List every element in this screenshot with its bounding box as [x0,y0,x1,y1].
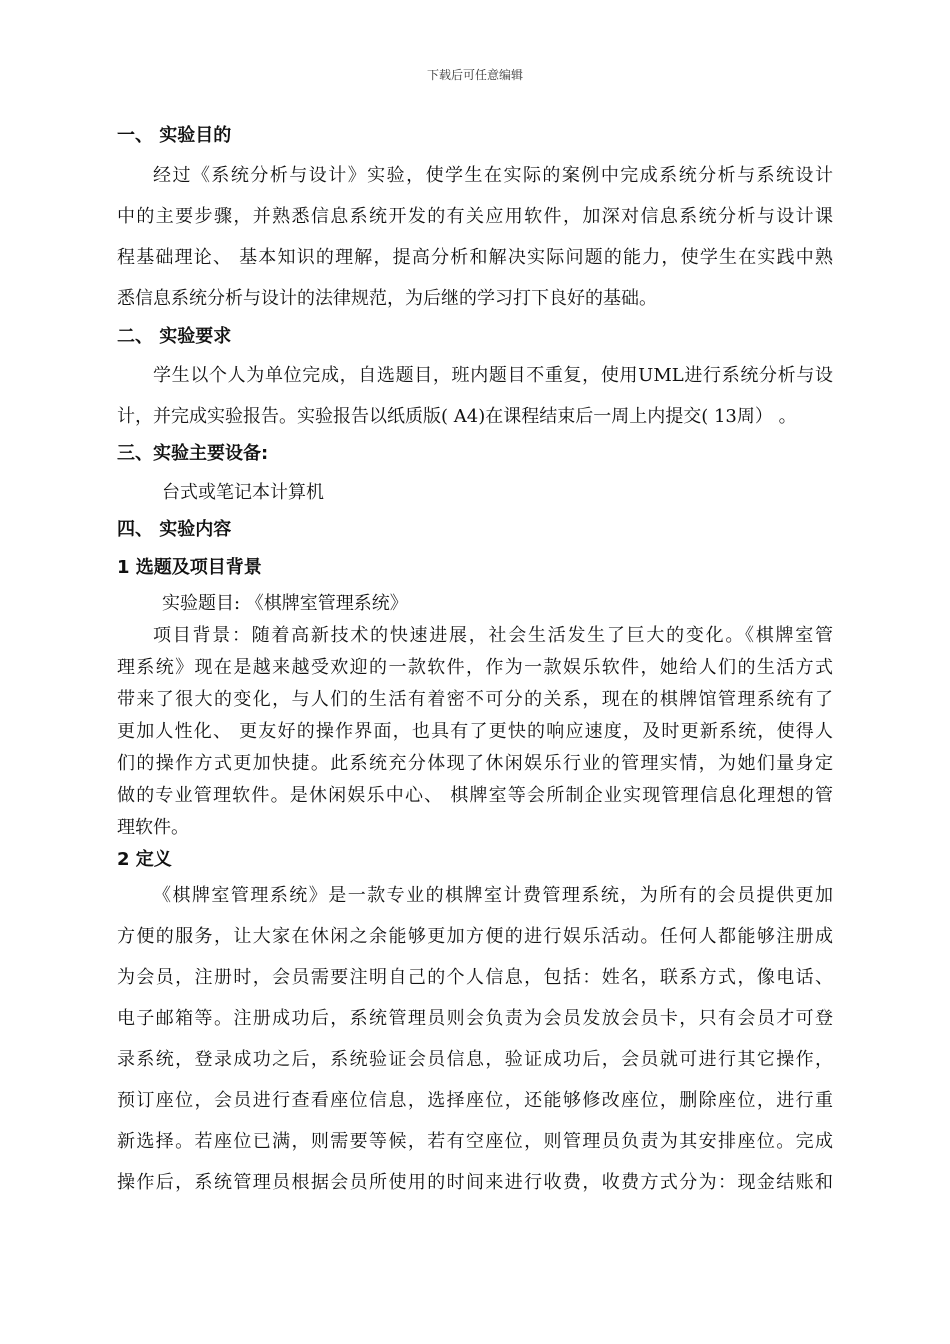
paragraph-line: 计，并完成实验报告。实验报告以纸质版( A4)在课程结束后一周上内提交( 13周） 。 [117,406,797,427]
paragraph-line: 们的操作方式更加快捷。此系统充分体现了休闲娱乐行业的管理实情，为她们量身定 [117,753,833,774]
paragraph-line: 操作后，系统管理员根据会员所使用的时间来进行收费，收费方式分为：现金结账和 [117,1172,833,1193]
section-1-title: 一、 实验目的 [117,125,232,146]
page-header: 下载后可任意编辑 [426,68,523,82]
paragraph-line: 带来了很大的变化，与人们的生活有着密不可分的关系，现在的棋牌馆管理系统有了 [117,689,833,710]
paragraph-line: 方便的服务，让大家在休闲之余能够更加方便的进行娱乐活动。任何人都能够注册成 [117,926,833,947]
paragraph-line: 新选择。若座位已满，则需要等候，若有空座位，则管理员负责为其安排座位。完成 [117,1131,833,1152]
paragraph-line: 程基础理论、 基本知识的理解，提高分析和解决实际问题的能力，使学生在实践中熟 [117,247,833,268]
paragraph-line: 理软件。 [117,817,189,838]
paragraph-line: 预订座位，会员进行查看座位信息，选择座位，还能够修改座位，删除座位，进行重 [117,1090,833,1111]
subsection-1-title: 1 选题及项目背景 [117,557,262,578]
paragraph-line: 悉信息系统分析与设计的法律规范，为后继的学习打下良好的基础。 [117,288,657,309]
paragraph-line: 中的主要步骤，并熟悉信息系统开发的有关应用软件，加深对信息系统分析与设计课 [117,206,833,227]
paragraph-line: 为会员，注册时，会员需要注明自己的个人信息，包括：姓名，联系方式，像电话、 [117,967,833,988]
paragraph-line: 电子邮箱等。注册成功后，系统管理员则会负责为会员发放会员卡，只有会员才可登 [117,1008,833,1029]
paragraph-line: 《棋牌室管理系统》是一款专业的棋牌室计费管理系统，为所有的会员提供更加 [153,885,833,906]
section-4-title: 四、 实验内容 [117,519,232,540]
paragraph-line: 项目背景：随着高新技术的快速进展，社会生活发生了巨大的变化。《棋牌室管 [153,625,833,646]
subsection-2-title: 2 定义 [117,849,172,870]
section-3-title: 三、实验主要设备: [117,443,269,464]
paragraph-line: 更加人性化、 更友好的操作界面，也具有了更快的响应速度，及时更新系统，使得人 [117,721,833,742]
paragraph-line: 学生以个人为单位完成，自选题目，班内题目不重复，使用UML进行系统分析与设 [153,365,833,386]
paragraph-line: 理系统》现在是越来越受欢迎的一款软件，作为一款娱乐软件，她给人们的生活方式 [117,657,833,678]
equipment-text: 台式或笔记本计算机 [162,482,324,503]
paragraph-line: 做的专业管理软件。是休闲娱乐中心、 棋牌室等会所制企业实现管理信息化理想的管 [117,785,833,806]
paragraph-line: 经过《系统分析与设计》实验，使学生在实际的案例中完成系统分析与系统设计 [153,165,833,186]
paragraph-line: 录系统，登录成功之后，系统验证会员信息，验证成功后，会员就可进行其它操作， [117,1049,833,1070]
topic-line: 实验题目: 《棋牌室管理系统》 [162,593,408,614]
section-2-title: 二、 实验要求 [117,326,232,347]
